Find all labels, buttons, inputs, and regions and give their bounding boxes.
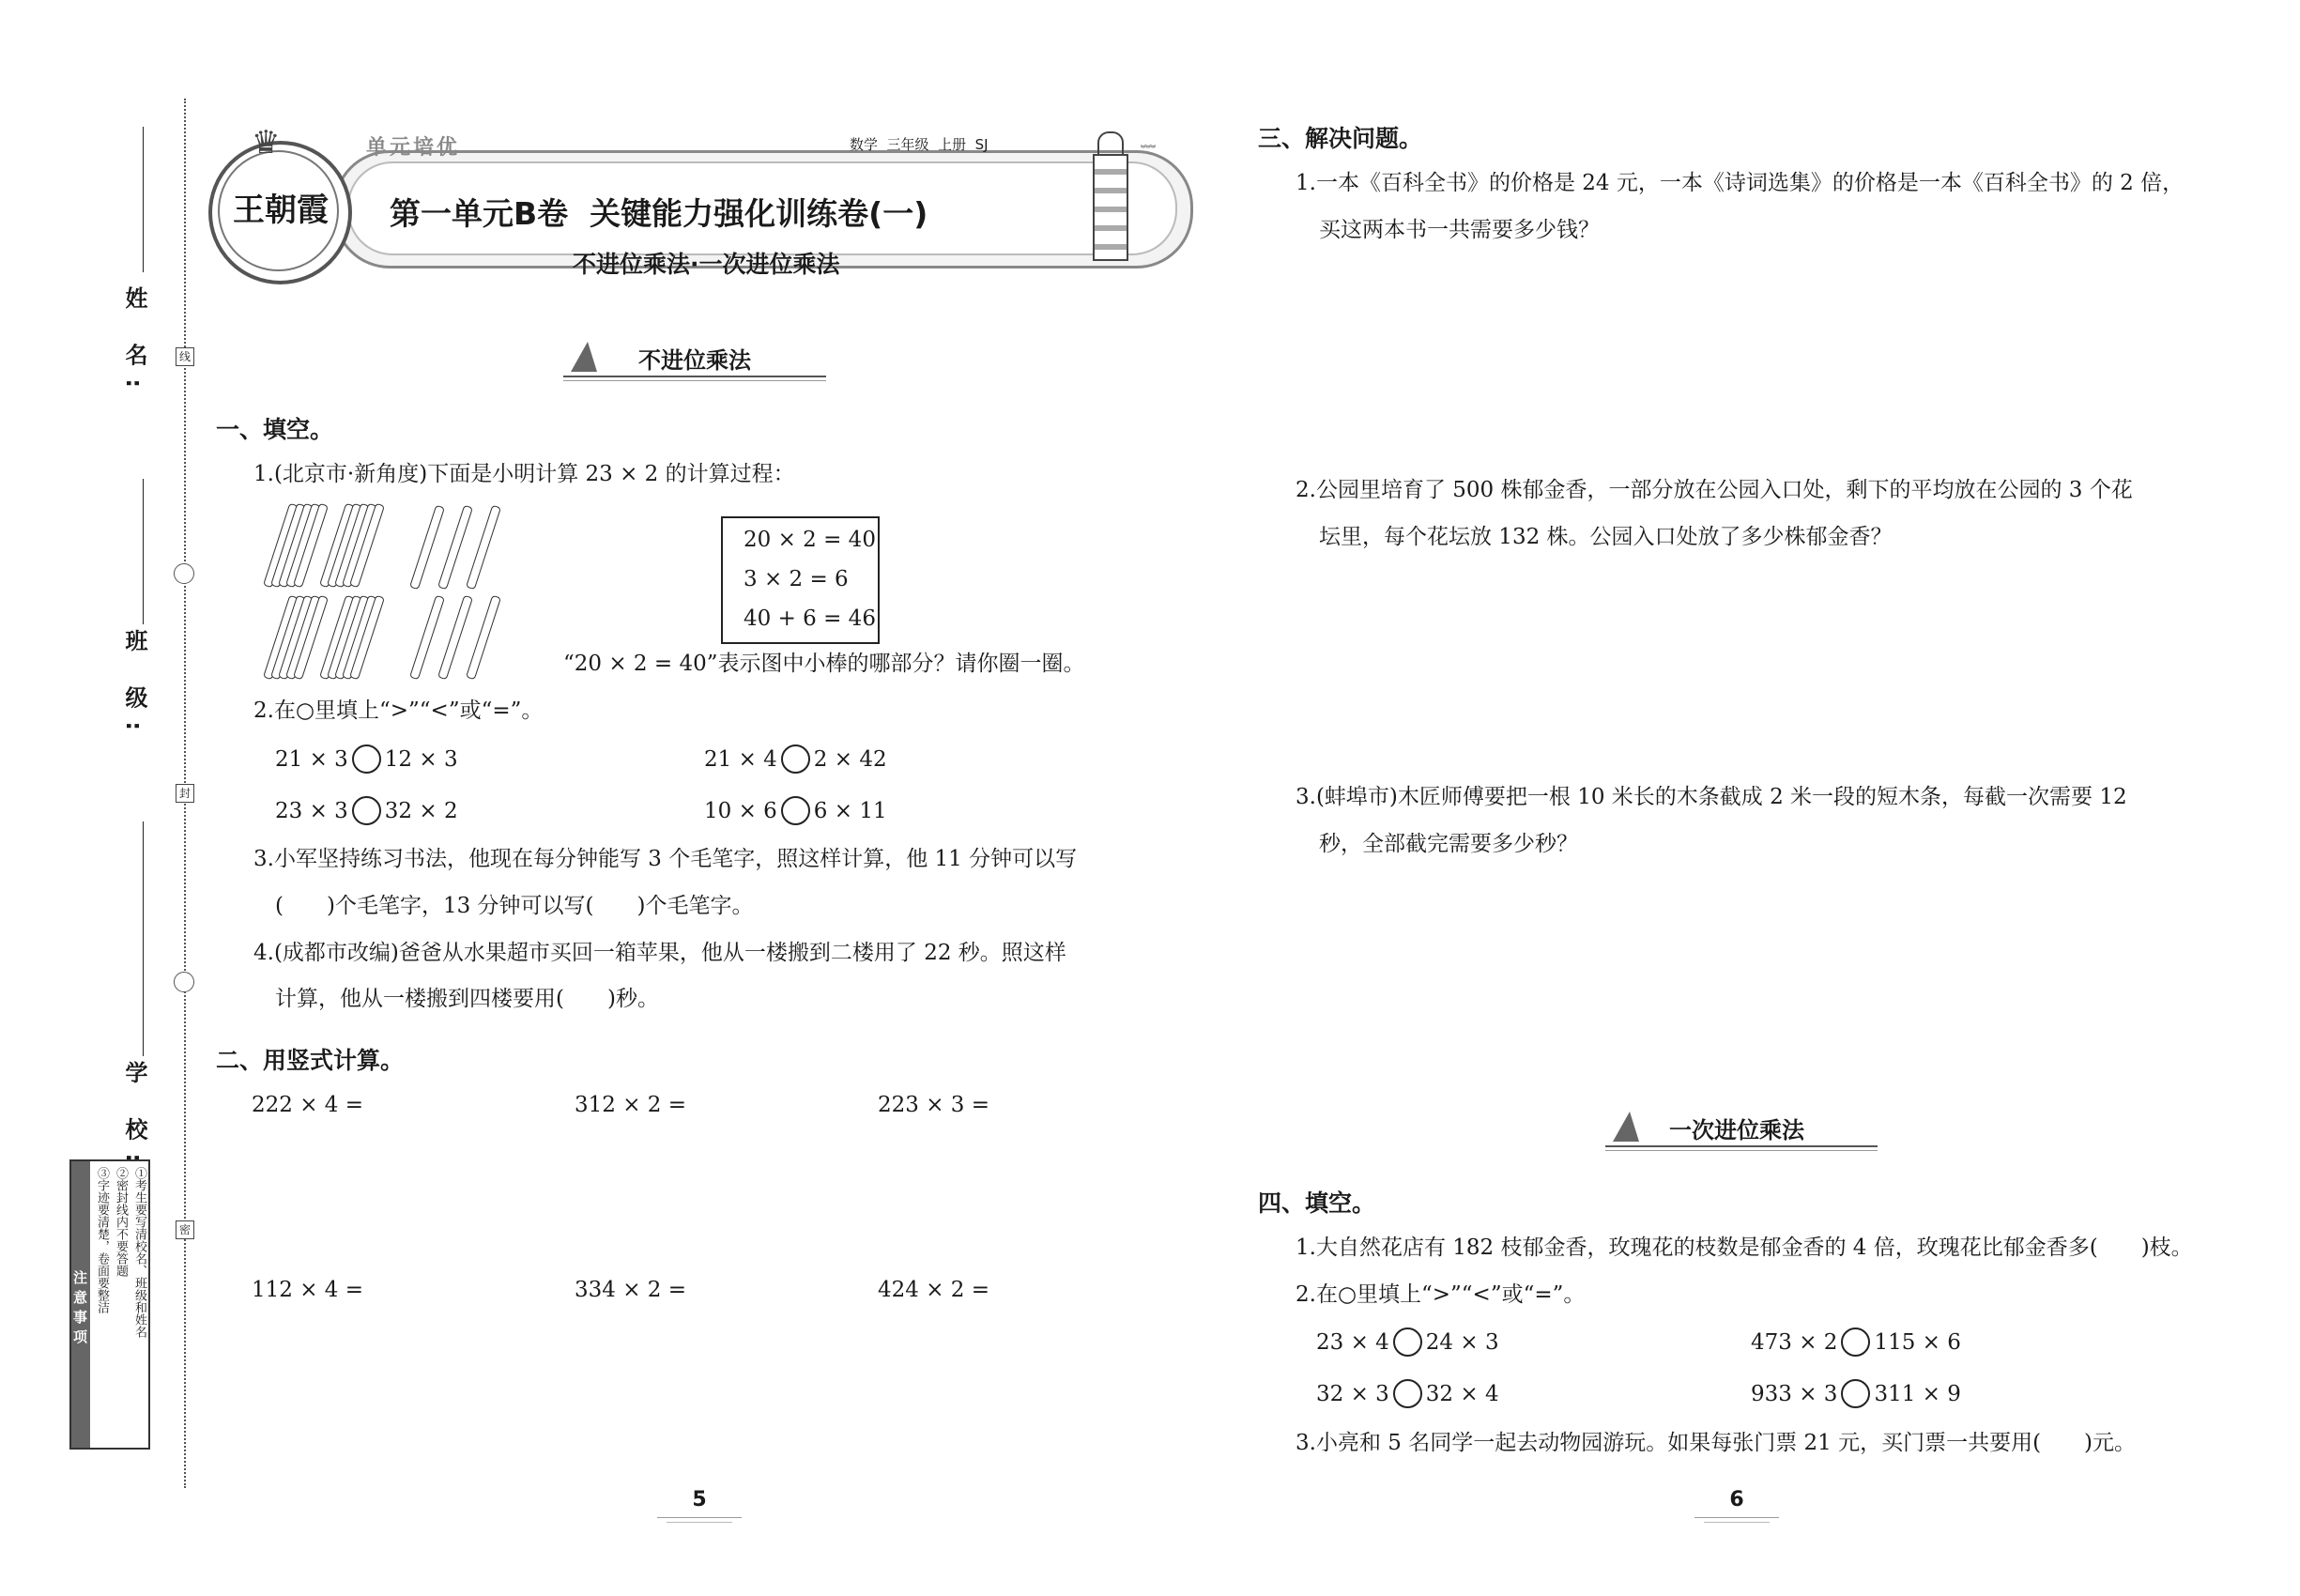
school-label: 学 校: [121, 1061, 147, 1175]
class-label: 班 级: [121, 629, 147, 744]
vertical-calc-item: 112 × 4 = [252, 1278, 364, 1302]
bird-icon: ﹌ [1141, 144, 1157, 161]
notice-items [90, 1161, 150, 1448]
calc-line: 3 × 2 = 6 [744, 567, 849, 591]
notice-item: ③字迹要清楚，卷面要整洁 [95, 1167, 109, 1313]
vertical-calc-item: 424 × 2 = [878, 1278, 990, 1302]
page-number-6: 6 [1694, 1488, 1779, 1535]
single-stick-icon [466, 595, 501, 681]
f1-text: 1.大自然花店有 182 枝郁金香，玫瑰花的枝数是郁金香的 4 倍，玫瑰花比郁金香多( )枝。 [1296, 1235, 2193, 1260]
sailboat-icon [571, 342, 597, 372]
answer-circle[interactable] [1393, 1327, 1422, 1357]
answer-circle[interactable] [1841, 1327, 1870, 1357]
answer-circle[interactable] [1393, 1379, 1422, 1408]
bundle-icon [272, 594, 329, 683]
compare-item: 23 × 4 24 × 3 [1316, 1327, 1499, 1358]
p2-line2: 坛里，每个花坛放 132 株。公园入口处放了多少株郁金香？ [1319, 525, 1893, 549]
p3-line1: 3.(蚌埠市)木匠师傅要把一根 10 米长的木条截成 2 米一段的短木条，每截一次需要 12 [1296, 785, 2127, 809]
compare-item: 23 × 3 32 × 2 [275, 795, 458, 827]
cut-mark-line: 线 [176, 347, 194, 366]
notice-box [69, 1159, 150, 1450]
paper-subtitle: 不进位乘法·一次进位乘法 [573, 251, 840, 278]
binding-hole-icon [174, 563, 194, 584]
q2-text: 2.在○里填上“>”“<”或“=”。 [253, 698, 544, 723]
vertical-calc-item: 222 × 4 = [252, 1093, 364, 1117]
q4-line2: 计算，他从一楼搬到四楼要用( )秒。 [275, 987, 659, 1011]
paper-title: 第一单元B卷 关键能力强化训练卷(一) [390, 195, 928, 232]
vertical-calc-item: 334 × 2 = [575, 1278, 687, 1302]
answer-circle[interactable] [352, 796, 381, 825]
section-2-title: 二、用竖式计算。 [216, 1047, 405, 1074]
q1-text: 1.(北京市·新角度)下面是小明计算 23 × 2 的计算过程： [253, 462, 795, 486]
q4-line1: 4.(成都市改编)爸爸从水果超市买回一箱苹果，他从一楼搬到二楼用了 22 秒。照这样 [253, 941, 1066, 965]
banner-title: 一次进位乘法 [1669, 1117, 1804, 1143]
bundle-icon [272, 502, 329, 591]
banner-title: 不进位乘法 [638, 347, 751, 374]
answer-circle[interactable] [781, 796, 810, 825]
cut-mark-dense: 密 [176, 1220, 194, 1239]
sailboat-icon [1613, 1112, 1639, 1142]
single-stick-icon [466, 505, 501, 591]
p1-line2: 买这两本书一共需要多少钱？ [1319, 218, 1600, 242]
calc-line: 20 × 2 = 40 [744, 528, 876, 552]
vertical-calc-item: 223 × 3 = [878, 1093, 990, 1117]
answer-circle[interactable] [781, 744, 810, 774]
binding-hole-icon [174, 972, 194, 992]
section-3-title: 三、解决问题。 [1258, 125, 1423, 152]
sticks-illustration[interactable] [272, 502, 526, 681]
q3-line2: ( )个毛笔字，13 分钟可以写( )个毛笔字。 [275, 894, 754, 918]
series-label: 单元培优 [366, 136, 461, 160]
brand-logo [208, 124, 352, 284]
banner-no-carry [563, 338, 826, 385]
vertical-calc-item: 312 × 2 = [575, 1093, 687, 1117]
page-number-5: 5 [657, 1488, 742, 1535]
q3-line1: 3.小军坚持练习书法，他现在每分钟能写 3 个毛笔字，照这样计算，他 11 分钟可以写 [253, 847, 1078, 871]
meta-info: 数学 三年级 上册 SJ [850, 136, 989, 153]
compare-item: 933 × 3 311 × 9 [1751, 1378, 1961, 1410]
notice-title: 注意事项 [71, 1161, 90, 1448]
calc-box [721, 516, 880, 644]
lighthouse-icon [1089, 131, 1128, 263]
notice-item: ②密封线内不要答题 [114, 1167, 128, 1277]
section-1-title: 一、填空。 [216, 416, 334, 443]
calc-line: 40 + 6 = 46 [744, 606, 876, 631]
banner-one-carry [1605, 1108, 1878, 1155]
notice-item: ①考生要写清校名、班级和姓名 [132, 1167, 146, 1338]
cut-mark-seal: 封 [176, 784, 194, 803]
compare-item: 32 × 3 32 × 4 [1316, 1378, 1499, 1410]
name-label: 姓 名: [121, 286, 147, 401]
bundle-icon [329, 594, 385, 683]
q1-ask: “20 × 2 = 40”表示图中小棒的哪部分？请你圈一圈。 [563, 652, 1085, 676]
school-field[interactable] [143, 821, 144, 1056]
class-field[interactable] [143, 479, 144, 624]
answer-circle[interactable] [352, 744, 381, 774]
f3-text: 3.小亮和 5 名同学一起去动物园游玩。如果每张门票 21 元，买门票一共要用( )元。 [1296, 1431, 2137, 1455]
brand-crown-icon: ♛ [252, 124, 281, 161]
p1-line1: 1.一本《百科全书》的价格是 24 元，一本《诗词选集》的价格是一本《百科全书》的 2 倍， [1296, 171, 2185, 195]
p2-line1: 2.公园里培育了 500 株郁金香，一部分放在公园入口处，剩下的平均放在公园的 3 个花 [1296, 478, 2133, 502]
bundle-icon [329, 502, 385, 591]
p3-line2: 秒，全部截完需要多少秒？ [1319, 832, 1578, 856]
name-field[interactable] [143, 127, 144, 272]
compare-item: 473 × 2 115 × 6 [1751, 1327, 1961, 1358]
compare-item: 21 × 4 2 × 42 [704, 744, 887, 775]
answer-circle[interactable] [1841, 1379, 1870, 1408]
f2-text: 2.在○里填上“>”“<”或“=”。 [1296, 1282, 1586, 1307]
compare-item: 21 × 3 12 × 3 [275, 744, 458, 775]
section-4-title: 四、填空。 [1258, 1189, 1376, 1217]
compare-item: 10 × 6 6 × 11 [704, 795, 887, 827]
brand-name: 王朝霞 [233, 192, 329, 229]
